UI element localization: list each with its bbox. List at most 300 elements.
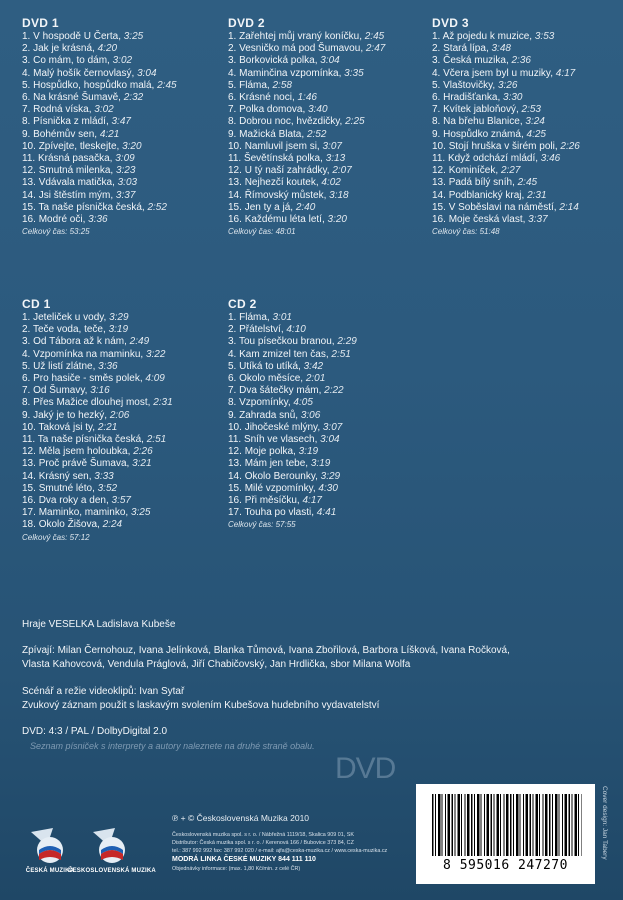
disc-dvd2 <box>228 16 385 236</box>
track-duration: 3:18 <box>329 189 349 201</box>
track-duration: 2:53 <box>521 104 541 116</box>
track-duration: 3:06 <box>300 409 321 421</box>
track-name: Nejhezčí koutek <box>244 177 316 189</box>
track-number: 9. <box>228 409 237 421</box>
track-name: Sníh ve vlasech <box>243 434 315 446</box>
disc-title: CD 1 <box>22 297 51 311</box>
track-row: 9. Jaký je to hezký, 2:06 <box>22 409 130 421</box>
track-number: 2. <box>22 324 31 336</box>
track-name: Moje česká vlast <box>448 214 523 226</box>
track-number: 9. <box>228 128 237 140</box>
ceskoslovenska-muzika-logo <box>68 820 156 874</box>
track-number: 12. <box>22 446 36 458</box>
track-duration: 3:19 <box>108 324 129 336</box>
track-duration: 3:04 <box>320 55 340 67</box>
track-name: Namluvil jsem si <box>244 140 317 152</box>
track-name: Jihočeské mlýny <box>244 421 318 433</box>
track-row: 16. Dva roky a den, 3:57 <box>22 495 131 507</box>
track-row: 2. Jak je krásná, 4:20 <box>22 43 118 55</box>
track-name: Modré oči <box>38 214 83 226</box>
track-name: Jaký je to hezký <box>33 409 105 421</box>
track-row: 6. Na krásné Šumavě, 2:32 <box>22 92 144 104</box>
track-duration: 4:21 <box>99 128 120 140</box>
track-duration: 3:40 <box>308 104 328 116</box>
track-row: 7. Rodná víska, 3:02 <box>22 104 114 116</box>
track-duration: 3:16 <box>90 385 110 397</box>
track-number: 13. <box>228 458 242 470</box>
track-duration: 2:07 <box>332 165 352 177</box>
track-number: 15. <box>22 482 36 494</box>
track-row: 4. Kam zmizel ten čas, 2:51 <box>228 348 351 360</box>
format-info <box>22 725 167 739</box>
track-duration: 3:29 <box>109 312 129 323</box>
track-duration: 4:09 <box>145 373 165 385</box>
track-name: Vzpomínky <box>239 397 288 409</box>
track-duration: 3:04 <box>137 67 157 79</box>
track-number: 9. <box>22 409 31 421</box>
track-row: 18. Okolo Žišova, 2:24 <box>22 519 123 531</box>
track-number: 3. <box>22 55 31 67</box>
track-name: Dva šátečky mám <box>239 385 319 397</box>
track-row: 16. Moje česká vlast, 3:37 <box>432 214 548 226</box>
track-row: 17. Touha po vlasti, 4:41 <box>228 507 337 519</box>
track-row: 10. Stojí hruška v širém poli, 2:26 <box>432 140 580 152</box>
track-row: 4. Vzpomínka na maminku, 3:22 <box>22 348 166 360</box>
track-duration: 3:21 <box>132 458 152 470</box>
track-duration: 2:45 <box>364 31 385 42</box>
track-name: Moje polka <box>244 446 294 458</box>
track-duration: 3:04 <box>320 434 340 446</box>
total-time: Celkový čas: 57:12 <box>22 532 90 542</box>
track-duration: 2:26 <box>133 446 153 458</box>
track-duration: 4:17 <box>555 67 576 79</box>
track-row: 4. Včera jsem byl u muziky, 4:17 <box>432 67 576 79</box>
track-number: 6. <box>22 373 31 385</box>
track-duration: 3:37 <box>528 214 548 226</box>
track-row: 16. Každému léta letí, 3:20 <box>228 214 347 226</box>
track-name: Římovský můstek <box>244 189 324 201</box>
track-name: Dva roky a den <box>38 495 106 507</box>
track-name: Stará lípa <box>443 43 486 55</box>
track-number: 17. <box>228 507 242 519</box>
track-row: 17. Maminko, maminko, 3:25 <box>22 507 151 519</box>
track-duration: 4:17 <box>302 495 322 507</box>
disc-title: DVD 1 <box>22 16 59 30</box>
track-number: 9. <box>22 128 31 140</box>
track-name: Podblanický kraj <box>448 189 522 201</box>
track-number: 1. <box>22 31 31 42</box>
track-duration: 2:52 <box>147 201 167 213</box>
track-duration: 2:58 <box>272 79 292 91</box>
track-number: 15. <box>228 201 242 213</box>
track-name: Milé vzpomínky <box>244 482 313 494</box>
track-row: 1. Až pojedu k muzice, 3:53 <box>432 31 555 42</box>
track-name: Od Šumavy <box>33 385 85 397</box>
track-name: Vzpomínka na maminku <box>33 348 141 360</box>
track-number: 14. <box>228 189 242 201</box>
disc-cd2 <box>228 297 357 529</box>
track-duration: 4:10 <box>286 324 306 336</box>
track-duration: 3:07 <box>322 140 342 152</box>
track-row: 9. Mažická Blata, 2:52 <box>228 128 327 140</box>
track-row: 5. Utíká to utíká, 3:42 <box>228 360 324 372</box>
track-row: 9. Hospůdko známá, 4:25 <box>432 128 546 140</box>
track-name: Vesničko má pod Šumavou <box>239 43 361 55</box>
copyright: ℗ + © Československá Muzika 2010 <box>172 813 310 823</box>
track-name: Krásný sen <box>38 470 89 482</box>
track-number: 12. <box>228 165 242 177</box>
track-number: 10. <box>22 140 36 152</box>
track-number: 11. <box>432 153 446 165</box>
track-duration: 4:20 <box>97 43 118 55</box>
track-number: 4. <box>228 67 237 79</box>
track-number: 12. <box>432 165 446 177</box>
barcode <box>416 784 595 884</box>
track-name: Okolo Berounky <box>244 470 316 482</box>
track-duration: 2:51 <box>146 434 167 446</box>
track-duration: 3:03 <box>117 177 138 189</box>
track-name: Zahrada snů <box>239 409 296 421</box>
track-row: 9. Bohémův sen, 4:21 <box>22 128 120 140</box>
track-row: 10. Jihočeské mlýny, 3:07 <box>228 421 343 433</box>
track-name: Tou písečkou branou <box>238 336 332 348</box>
track-number: 16. <box>228 495 242 507</box>
track-number: 12. <box>22 165 36 177</box>
track-row: 14. Okolo Berounky, 3:29 <box>228 470 341 482</box>
track-duration: 2:06 <box>109 409 130 421</box>
track-duration: 3:22 <box>145 348 166 360</box>
track-name: Teče voda, teče <box>32 324 103 336</box>
track-name: Co mám, to dám <box>33 55 108 67</box>
track-row: 14. Římovský můstek, 3:18 <box>228 189 349 201</box>
track-number: 2. <box>228 43 237 55</box>
track-name: Jeteliček u vody <box>33 312 104 323</box>
track-name: Hospůdko známá <box>443 128 521 140</box>
track-duration: 2:29 <box>337 336 357 348</box>
track-name: Na břehu Blanice <box>443 116 520 128</box>
track-number: 5. <box>22 360 31 372</box>
track-name: Přátelství <box>239 324 281 336</box>
track-name: Fláma <box>239 79 267 91</box>
track-row: 10. Namluvil jsem si, 3:07 <box>228 140 342 152</box>
track-number: 4. <box>432 67 441 79</box>
track-duration: 3:46 <box>540 153 561 165</box>
track-name: Padá bílý sníh <box>448 177 513 189</box>
track-duration: 4:41 <box>316 507 337 519</box>
track-number: 11. <box>22 153 36 165</box>
track-name: Jsi štěstím mým <box>38 189 111 201</box>
track-row: 14. Podblanický kraj, 2:31 <box>432 189 547 201</box>
track-row: 14. Krásný sen, 3:33 <box>22 470 114 482</box>
track-number: 7. <box>22 385 31 397</box>
track-number: 13. <box>22 458 36 470</box>
track-name: Kvítek jabloňový <box>443 104 516 116</box>
track-number: 2. <box>22 43 31 55</box>
track-number: 8. <box>432 116 441 128</box>
track-duration: 4:05 <box>293 397 313 409</box>
track-name: Zařehtej můj vraný koníčku <box>239 31 360 42</box>
track-number: 13. <box>228 177 242 189</box>
track-row: 16. Při měsíčku, 4:17 <box>228 495 322 507</box>
track-row: 10. Zpívejte, tleskejte, 3:20 <box>22 140 142 152</box>
track-duration: 1:46 <box>297 92 317 104</box>
track-number: 16. <box>22 495 36 507</box>
track-name: Smutná milenka <box>38 165 111 177</box>
track-number: 7. <box>432 104 441 116</box>
barcode-number: 8 595016 247270 <box>443 858 568 873</box>
track-row: 11. Když odchází mládí, 3:46 <box>432 153 561 165</box>
track-name: Kominíček <box>448 165 496 177</box>
track-name: Vdávala matička <box>38 177 113 189</box>
track-number: 16. <box>22 214 36 226</box>
track-row: 15. Milé vzpomínky, 4:30 <box>228 482 338 494</box>
total-time: Celkový čas: 51:48 <box>432 227 500 237</box>
track-number: 15. <box>228 482 242 494</box>
track-row: 11. Krásná pasačka, 3:09 <box>22 153 135 165</box>
track-number: 15. <box>432 201 446 213</box>
track-row: 6. Pro hasiče - směs polek, 4:09 <box>22 373 165 385</box>
track-name: Kam zmizel ten čas <box>239 348 326 360</box>
track-row: 7. Dva šátečky mám, 2:22 <box>228 385 344 397</box>
track-duration: 3:25 <box>130 507 151 519</box>
track-row: 3. Co mám, to dám, 3:02 <box>22 55 133 67</box>
track-number: 5. <box>432 79 441 91</box>
track-number: 1. <box>228 31 237 42</box>
track-duration: 2:32 <box>123 92 144 104</box>
track-duration: 2:47 <box>365 43 386 55</box>
track-number: 14. <box>22 470 36 482</box>
track-duration: 2:27 <box>500 165 521 177</box>
track-name: Při měsíčku <box>244 495 297 507</box>
hotline: MODRÁ LINKA ČESKÉ MUZIKY 844 111 110 <box>172 856 316 863</box>
track-row: 2. Vesničko má pod Šumavou, 2:47 <box>228 43 386 55</box>
singers-line-2: Vlasta Kahovcová, Vendula Práglová, Jiří Chabičovský, Jan Hrdlička, sbor Milana Wolfa <box>22 659 411 670</box>
track-row: 1. Jeteliček u vody, 3:29 <box>22 312 129 323</box>
track-duration: 3:24 <box>525 116 545 128</box>
track-duration: 3:57 <box>111 495 131 507</box>
track-number: 10. <box>228 140 242 152</box>
track-duration: 2:31 <box>153 397 173 409</box>
track-row: 4. Malý hošík černovlasý, 3:04 <box>22 67 157 79</box>
track-row: 6. Okolo měsíce, 2:01 <box>228 373 326 385</box>
company-line: tel.: 387 992 992 fax: 387 992 020 / e-mail: ajfa@ceska-muzika.cz / www.ceska-muzika.cz <box>172 848 388 854</box>
track-duration: 3:07 <box>322 421 343 433</box>
track-number: 8. <box>22 397 31 409</box>
track-duration: 3:09 <box>115 153 135 165</box>
track-duration: 2:25 <box>345 116 365 128</box>
total-time: Celkový čas: 48:01 <box>228 227 296 237</box>
track-row: 7. Kvítek jabloňový, 2:53 <box>432 104 541 116</box>
track-name: Už listí zlátne <box>33 360 93 372</box>
track-duration: 2:45 <box>157 79 177 91</box>
track-number: 1. <box>228 312 237 323</box>
track-row: 3. Od Tábora až k nám, 2:49 <box>22 336 150 348</box>
track-name: Jen ty a já <box>244 201 291 213</box>
track-row: 3. Česká muzika, 2:36 <box>432 55 531 67</box>
track-number: 7. <box>228 104 237 116</box>
track-name: Stojí hruška v širém poli <box>448 140 555 152</box>
recording-credit: Zvukový záznam použit s laskavým svolením Kubešova hudebního vydavatelství <box>22 700 380 711</box>
singers-credit <box>22 644 510 672</box>
track-row: 15. V Soběslavi na náměstí, 2:14 <box>432 201 579 213</box>
track-duration: 3:30 <box>503 92 523 104</box>
track-row: 13. Padá bílý sníh, 2:45 <box>432 177 538 189</box>
track-number: 14. <box>22 189 36 201</box>
track-number: 3. <box>22 336 31 348</box>
track-row: 8. Písnička z mládí, 3:47 <box>22 116 131 128</box>
track-duration: 2:22 <box>324 385 344 397</box>
total-time: Celkový čas: 53:25 <box>22 227 90 237</box>
gramophone-icon <box>27 826 73 866</box>
track-name: V hospodě U Čerta <box>33 31 119 42</box>
track-number: 6. <box>228 373 237 385</box>
track-duration: 3:47 <box>111 116 131 128</box>
track-name: V Soběslavi na náměstí <box>448 201 554 213</box>
track-row: 5. Vlaštovičky, 3:26 <box>432 79 518 91</box>
track-number: 13. <box>432 177 446 189</box>
track-row: 4. Maminčina vzpomínka, 3:35 <box>228 67 364 79</box>
track-duration: 3:23 <box>115 165 136 177</box>
track-name: Polka domova <box>239 104 303 116</box>
track-row: 12. Smutná milenka, 3:23 <box>22 165 136 177</box>
track-row: 1. Fláma, 3:01 <box>228 312 292 323</box>
disc-dvd3 <box>432 16 580 236</box>
track-number: 2. <box>228 324 237 336</box>
track-number: 14. <box>228 470 242 482</box>
track-row: 11. Ta naše písnička česká, 2:51 <box>22 434 167 446</box>
track-duration: 3:37 <box>115 189 136 201</box>
track-number: 4. <box>22 67 31 79</box>
track-name: Taková jsi ty <box>38 421 93 433</box>
track-name: Mažická Blata <box>239 128 302 140</box>
track-row: 12. Moje polka, 3:19 <box>228 446 319 458</box>
track-name: Zpívejte, tleskejte <box>38 140 117 152</box>
track-duration: 3:19 <box>310 458 331 470</box>
logo-label: ČESKOSLOVENSKÁ MUZIKA <box>68 868 156 874</box>
track-name: Písnička z mládí <box>33 116 106 128</box>
track-number: 7. <box>228 385 237 397</box>
track-row: 11. Sníh ve vlasech, 3:04 <box>228 434 340 446</box>
track-row: 12. Kominíček, 2:27 <box>432 165 521 177</box>
track-number: 3. <box>432 55 441 67</box>
track-duration: 2:14 <box>559 201 579 213</box>
track-name: Ševětínská polka <box>243 153 321 165</box>
track-name: Hospůdko, hospůdko malá <box>33 79 152 91</box>
disc-title: CD 2 <box>228 297 257 311</box>
track-duration: 2:49 <box>129 336 150 348</box>
track-row: 3. Tou písečkou branou, 2:29 <box>228 336 357 348</box>
track-number: 10. <box>432 140 446 152</box>
track-number: 12. <box>228 446 242 458</box>
barcode-bars <box>432 794 582 856</box>
track-row: 13. Nejhezčí koutek, 4:02 <box>228 177 341 189</box>
track-row: 5. Hospůdko, hospůdko malá, 2:45 <box>22 79 177 91</box>
track-row: 8. Na břehu Blanice, 3:24 <box>432 116 545 128</box>
track-duration: 3:02 <box>94 104 114 116</box>
track-row: 3. Borkovická polka, 3:04 <box>228 55 340 67</box>
director-credit: Scénář a režie videoklipů: Ivan Sytař <box>22 686 185 697</box>
track-number: 4. <box>22 348 31 360</box>
track-number: 8. <box>228 116 237 128</box>
track-name: Maminčina vzpomínka <box>239 67 339 79</box>
track-duration: 3:26 <box>497 79 518 91</box>
track-row: 11. Ševětínská polka, 3:13 <box>228 153 346 165</box>
track-number: 7. <box>22 104 31 116</box>
track-name: Rodná víska <box>33 104 89 116</box>
ceska-muzika-logo <box>24 820 76 874</box>
design-credit: Cover design: Jan Tabery <box>601 786 608 860</box>
tracklist-note: Seznam písniček s interprety a autory naleznete na druhé straně obalu. <box>30 741 315 751</box>
track-number: 10. <box>228 421 242 433</box>
track-row: 5. Fláma, 2:58 <box>228 79 292 91</box>
track-duration: 3:19 <box>298 446 319 458</box>
track-number: 6. <box>22 92 31 104</box>
track-duration: 4:02 <box>321 177 341 189</box>
track-duration: 3:02 <box>112 55 133 67</box>
track-row: 6. Hradišťanka, 3:30 <box>432 92 523 104</box>
track-name: Proč právě Šumava <box>38 458 127 470</box>
track-number: 11. <box>22 434 36 446</box>
track-number: 18. <box>22 519 36 531</box>
company-line: Československá muzika spol. s r. o. / Nábřežná 1119/18, Skalica 909 01, SK <box>172 832 354 838</box>
company-line: Distributor: Česká muzika spol. s r. o. / Kerenová 166 / Bubovice 373 84, CZ <box>172 840 354 846</box>
track-number: 3. <box>228 336 237 348</box>
track-duration: 3:01 <box>272 312 292 323</box>
track-name: Pro hasiče - směs polek <box>33 373 140 385</box>
track-number: 11. <box>228 434 242 446</box>
track-name: Hradišťanka <box>443 92 498 104</box>
track-duration: 2:31 <box>527 189 547 201</box>
disc-title: DVD 2 <box>228 16 265 30</box>
track-name: Vlaštovičky <box>443 79 493 91</box>
production-credit <box>22 685 379 713</box>
total-time: Celkový čas: 57:55 <box>228 520 296 530</box>
track-duration: 4:25 <box>526 128 546 140</box>
track-name: Na krásné Šumavě <box>33 92 119 104</box>
track-number: 10. <box>22 421 36 433</box>
track-number: 11. <box>228 153 242 165</box>
track-duration: 3:36 <box>98 360 118 372</box>
track-name: Maminko, maminko <box>38 507 126 519</box>
track-number: 5. <box>228 360 237 372</box>
track-duration: 2:45 <box>517 177 538 189</box>
track-name: Česká muzika <box>443 55 506 67</box>
track-name: Utíká to utíká <box>239 360 299 372</box>
track-row: 13. Proč právě Šumava, 3:21 <box>22 458 152 470</box>
track-name: Bohémův sen <box>33 128 95 140</box>
watermark: DVD <box>335 752 396 785</box>
track-row: 7. Od Šumavy, 3:16 <box>22 385 110 397</box>
track-name: Ta naše písnička česká <box>38 201 142 213</box>
track-name: Okolo měsíce <box>239 373 301 385</box>
track-duration: 4:30 <box>318 482 338 494</box>
track-row: 5. Už listí zlátne, 3:36 <box>22 360 118 372</box>
track-row: 1. Zařehtej můj vraný koníčku, 2:45 <box>228 31 385 42</box>
track-name: Malý hošík černovlasý <box>33 67 132 79</box>
track-number: 6. <box>228 92 237 104</box>
track-duration: 3:25 <box>123 31 144 42</box>
track-name: Měla jsem holoubka <box>38 446 128 458</box>
track-duration: 3:42 <box>303 360 324 372</box>
track-name: Krásné noci <box>239 92 292 104</box>
track-duration: 3:20 <box>122 140 142 152</box>
track-row: 14. Jsi štěstím mým, 3:37 <box>22 189 136 201</box>
track-name: Až pojedu k muzice <box>442 31 530 42</box>
track-row: 12. Měla jsem holoubka, 2:26 <box>22 446 153 458</box>
track-duration: 3:13 <box>325 153 346 165</box>
track-number: 2. <box>432 43 441 55</box>
track-duration: 2:21 <box>97 421 118 433</box>
